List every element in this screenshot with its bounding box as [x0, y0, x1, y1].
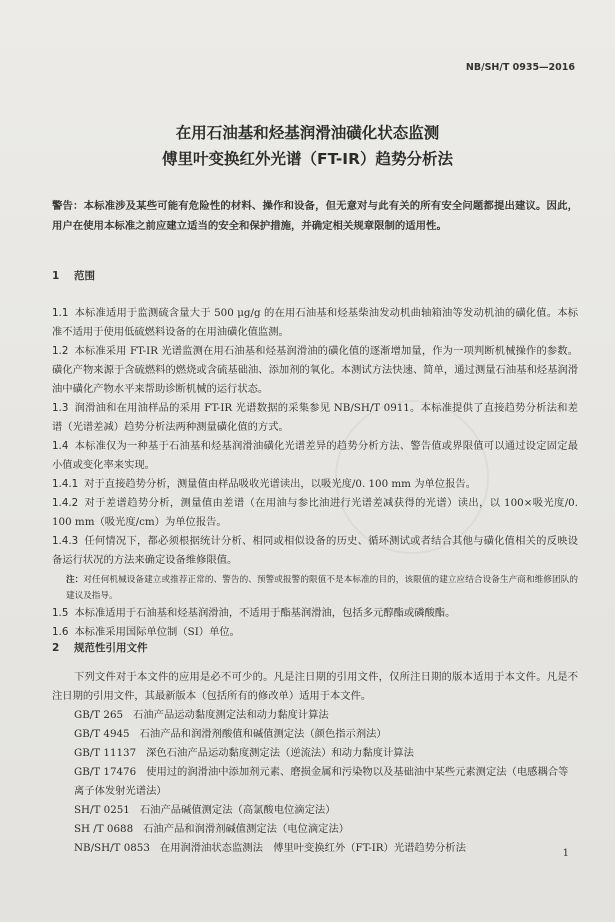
paragraph-1-4-3: [52, 532, 578, 570]
reference-title: 深色石油产品运动黏度测定法（逆流法）和动力黏度计算法: [146, 747, 414, 759]
paragraph-number: 1.4.3: [52, 535, 79, 547]
paragraph-text: 本标准采用 FT-IR 光谱监测在用石油基和烃基润滑油的磺化值的逐渐增加量，作为一项判断机械操作的参数。磺化产物来源于含硫燃料的燃烧或含硫基础油、添加剂的氧化。本测试方法快速、简单，通过测量石油基和烃基润滑油中磺化产物水平来帮助诊断机械的运行状态。: [52, 345, 578, 395]
reference-title: 在用润滑油状态监测法 傅里叶变换红外（FT-IR）光谱趋势分析法: [159, 842, 466, 854]
paragraph-text: 任何情况下，都必须根据统计分析、相同或相似设备的历史、循环测试或者结合其他与磺化值相关的反映设备运行状况的方法来确定设备维修限值。: [52, 535, 578, 566]
paragraph-1-4-1: [52, 475, 578, 494]
paragraph-1-1: [52, 304, 578, 342]
reference-code: SH/T 0251: [74, 804, 130, 816]
paragraph-1-2: [52, 342, 578, 399]
title-line-2: 傅里叶变换红外光谱（FT-IR）趋势分析法: [161, 150, 454, 168]
normative-references: [52, 668, 578, 858]
section-1-number: 1: [52, 270, 60, 282]
page-number: 1: [562, 848, 569, 859]
reference-title: 石油产品和润滑剂酸值和碱值测定法（颜色指示剂法）: [139, 728, 387, 740]
reference-item: [52, 706, 578, 725]
reference-code: GB/T 17476: [74, 766, 137, 778]
references-intro: 下列文件对于本文件的应用是必不可少的。凡是注日期的引用文件，仅所注日期的版本适用于本文件。凡是不注日期的引用文件，其最新版本（包括所有的修改单）适用于本文件。: [52, 671, 578, 702]
standard-code: NB/SH/T 0935—2016: [465, 62, 575, 73]
reference-item: [52, 820, 578, 839]
title-line-1: 在用石油基和烃基润滑油磺化状态监测: [175, 124, 440, 142]
paragraph-number: 1.4.1: [52, 478, 79, 490]
paragraph-number: 1.4.2: [52, 497, 79, 509]
paragraph-number: 1.1: [52, 307, 69, 319]
reference-code: GB/T 265: [74, 709, 124, 721]
note: [52, 572, 578, 604]
note-label: 注：: [66, 575, 84, 585]
reference-item: [52, 763, 578, 801]
paragraph-1-3: [52, 399, 578, 437]
section-1-title: 范围: [74, 270, 95, 282]
paragraph-1-4-2: [52, 494, 578, 532]
paragraph-text: 本标准仅为一种基于石油基和烃基润滑油磺化光谱差异的趋势分析方法、警告值或界限值可以通过设定固定最小值或变化率来实现。: [52, 440, 578, 471]
paragraph-text: 本标准采用国际单位制（SI）单位。: [74, 626, 240, 638]
note-text: 对任何机械设备建立或推荐正常的、警告的、预警或报警的限值不是本标准的目的，该限值的建立应结合设备生产商和维修团队的建议及指导。: [66, 575, 578, 601]
paragraph-number: 1.5: [52, 607, 69, 619]
paragraph-text: 本标准适用于石油基和烃基润滑油，不适用于酯基润滑油，包括多元醇酯或磷酸酯。: [74, 607, 456, 619]
paragraph-text: 本标准适用于监测硫含量大于 500 μg/g 的在用石油基和烃基柴油发动机曲轴箱油等发动机油的磺化值。本标准不适用于使用低硫燃料设备的在用油磺化值监测。: [52, 307, 578, 338]
reference-title: 石油产品和润滑剂碱值测定法（电位滴定法）: [143, 823, 350, 835]
reference-code: GB/T 11137: [74, 747, 137, 759]
paragraph-1-4: [52, 437, 578, 475]
safety-warning: 警告：本标准涉及某些可能有危险性的材料、操作和设备，但无意对与此有关的所有安全问题都提出建议。因此，用户在使用本标准之前应建立适当的安全和保护措施，并确定相关规章限制的适用性。: [52, 200, 578, 232]
paragraph-1-5: [52, 604, 578, 623]
reference-item: [52, 744, 578, 763]
reference-code: SH /T 0688: [74, 823, 134, 835]
document-title: [0, 120, 615, 172]
paragraph-number: 1.6: [52, 626, 69, 638]
section-2-number: 2: [52, 642, 60, 654]
paragraph-number: 1.2: [52, 345, 69, 357]
paragraph-number: 1.4: [52, 440, 69, 452]
reference-item: [52, 801, 578, 820]
paragraph-text: 对于差谱趋势分析，测量值由差谱（在用油与参比油进行光谱差减获得的光谱）读出，以 100×吸光度/0. 100 mm（吸光度/cm）为单位报告。: [52, 497, 578, 528]
reference-code: GB/T 4945: [74, 728, 130, 740]
paragraph-text: 对于直接趋势分析，测量值由样品吸收光谱读出，以吸光度/0. 100 mm 为单位报告。: [84, 478, 476, 490]
reference-code: NB/SH/T 0853: [74, 842, 150, 854]
reference-title: 使用过的润滑油中添加剂元素、磨损金属和污染物以及基础油中某些元素测定法（电感耦合等离子体发射光谱法）: [74, 766, 569, 797]
section-1-body: [52, 304, 578, 642]
section-1-heading: [52, 268, 95, 283]
paragraph-text: 润滑油和在用油样品的采用 FT-IR 光谱数据的采集参见 NB/SH/T 0911。本标准提供了直接趋势分析法和差谱（光谱差减）趋势分析法两种测量磺化值的方式。: [52, 402, 578, 433]
reference-item: [52, 839, 578, 858]
section-2-title: 规范性引用文件: [74, 642, 148, 654]
section-2-heading: [52, 640, 148, 655]
reference-title: 石油产品碱值测定法（高氯酸电位滴定法）: [139, 804, 336, 816]
paragraph-number: 1.3: [52, 402, 69, 414]
reference-item: [52, 725, 578, 744]
reference-title: 石油产品运动黏度测定法和动力黏度计算法: [133, 709, 329, 721]
